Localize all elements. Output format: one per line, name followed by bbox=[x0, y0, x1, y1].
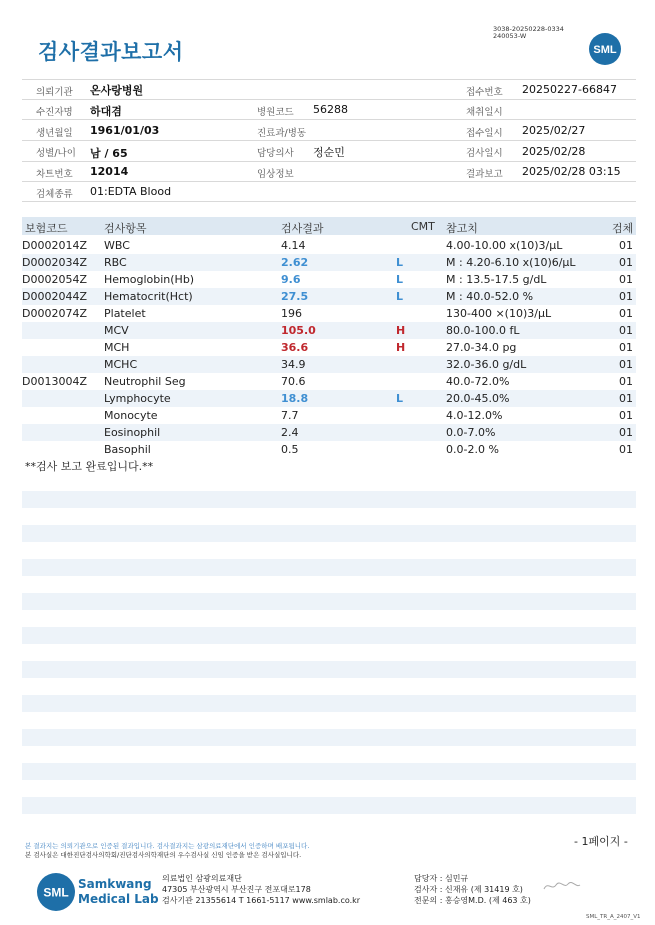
col-header-code: 보험코드 bbox=[25, 222, 68, 235]
receipt-no-label: 접수번호 bbox=[466, 87, 503, 98]
chart-no-label: 차트번호 bbox=[36, 169, 73, 180]
table-row bbox=[22, 424, 636, 441]
cell-result: 36.6 bbox=[281, 341, 309, 354]
report-title: 검사결과보고서 bbox=[38, 40, 184, 64]
col-header-specimen: 검체 bbox=[612, 222, 634, 235]
divider bbox=[22, 79, 636, 80]
divider bbox=[22, 201, 636, 202]
cell-item: Neutrophil Seg bbox=[104, 375, 186, 388]
cell-specimen: 01 bbox=[619, 273, 633, 286]
doctor-value: 정순민 bbox=[313, 146, 345, 159]
test-date-label: 검사일시 bbox=[466, 148, 503, 159]
cell-result: 105.0 bbox=[281, 324, 316, 337]
cell-code: D0002014Z bbox=[22, 239, 87, 252]
cell-ref: 27.0-34.0 pg bbox=[446, 341, 517, 354]
disclaimer-line-2: 본 검사실은 대한진단검사의학회/진단검사의학재단의 우수검사실 신임 인증을 받은 검사실입니다. bbox=[25, 851, 302, 859]
staff-manager: 담당자 : 심민규 bbox=[414, 874, 469, 883]
samkwang-logo-icon bbox=[36, 872, 76, 912]
cell-result: 34.9 bbox=[281, 358, 306, 371]
receipt-no-value: 20250227-66847 bbox=[522, 83, 617, 96]
hospital-code-label: 병원코드 bbox=[257, 107, 294, 118]
cell-specimen: 01 bbox=[619, 290, 633, 303]
cell-result: 7.7 bbox=[281, 409, 299, 422]
cell-code: D0002074Z bbox=[22, 307, 87, 320]
receipt-date-value: 2025/02/27 bbox=[522, 124, 586, 137]
cell-ref: 0.0-2.0 % bbox=[446, 443, 499, 456]
report-date-label: 결과보고 bbox=[466, 169, 503, 180]
empty-band bbox=[22, 695, 636, 712]
cell-specimen: 01 bbox=[619, 324, 633, 337]
cell-cmt: L bbox=[396, 256, 404, 269]
document-id bbox=[493, 26, 564, 40]
col-header-result: 검사결과 bbox=[281, 222, 324, 235]
cell-result: 27.5 bbox=[281, 290, 309, 303]
cell-specimen: 01 bbox=[619, 256, 633, 269]
brand-name-line2: Medical Lab bbox=[78, 892, 159, 906]
cell-cmt: H bbox=[396, 341, 406, 354]
empty-band bbox=[22, 627, 636, 644]
table-row bbox=[22, 441, 636, 458]
cell-code: D0013004Z bbox=[22, 375, 87, 388]
cell-ref: 32.0-36.0 g/dL bbox=[446, 358, 527, 371]
table-row bbox=[22, 339, 636, 356]
hospital-code-value: 56288 bbox=[313, 103, 348, 116]
cell-specimen: 01 bbox=[619, 409, 633, 422]
table-row bbox=[22, 373, 636, 390]
cell-item: Hematocrit(Hct) bbox=[104, 290, 193, 303]
cell-cmt: L bbox=[396, 290, 404, 303]
empty-band bbox=[22, 729, 636, 746]
cell-ref: M : 4.20-6.10 x(10)6/μL bbox=[446, 256, 576, 269]
institution-label: 의뢰기관 bbox=[36, 87, 73, 98]
table-row bbox=[22, 356, 636, 373]
cell-item: Eosinophil bbox=[104, 426, 161, 439]
cell-result: 2.4 bbox=[281, 426, 299, 439]
birth-label: 생년월일 bbox=[36, 128, 73, 139]
cell-result: 0.5 bbox=[281, 443, 299, 456]
divider bbox=[22, 161, 636, 162]
cell-code: D0002034Z bbox=[22, 256, 87, 269]
cell-cmt: L bbox=[396, 392, 404, 405]
receipt-date-label: 접수일시 bbox=[466, 128, 503, 139]
col-header-cmt: CMT bbox=[411, 220, 435, 233]
cell-specimen: 01 bbox=[619, 443, 633, 456]
table-row bbox=[22, 254, 636, 271]
footer-logo-text: SML bbox=[43, 885, 69, 900]
document-id-line2: 240053-W bbox=[493, 32, 527, 40]
org-address: 47305 부산광역시 부산진구 전포대로178 bbox=[162, 885, 311, 894]
clinical-info-label: 임상정보 bbox=[257, 169, 294, 180]
org-name: 의료법인 삼광의료재단 bbox=[162, 874, 242, 883]
signature-icon bbox=[542, 879, 582, 893]
cell-specimen: 01 bbox=[619, 375, 633, 388]
empty-band bbox=[22, 491, 636, 508]
cell-specimen: 01 bbox=[619, 358, 633, 371]
chart-no-value: 12014 bbox=[90, 165, 129, 178]
cell-item: Basophil bbox=[104, 443, 151, 456]
cell-result: 70.6 bbox=[281, 375, 306, 388]
col-header-item: 검사항목 bbox=[104, 222, 147, 235]
table-row bbox=[22, 288, 636, 305]
table-row bbox=[22, 237, 636, 254]
cell-ref: 4.0-12.0% bbox=[446, 409, 503, 422]
brand-name-line1: Samkwang bbox=[78, 877, 152, 891]
empty-band bbox=[22, 525, 636, 542]
institution-value: 온사랑병원 bbox=[90, 84, 144, 97]
cell-result: 18.8 bbox=[281, 392, 309, 405]
empty-band bbox=[22, 797, 636, 814]
empty-band bbox=[22, 763, 636, 780]
cell-item: MCH bbox=[104, 341, 130, 354]
cell-code: D0002054Z bbox=[22, 273, 87, 286]
cell-ref: 80.0-100.0 fL bbox=[446, 324, 520, 337]
table-row bbox=[22, 322, 636, 339]
cell-ref: 0.0-7.0% bbox=[446, 426, 496, 439]
document-id-line1: 3038-20250228-0334 bbox=[493, 25, 564, 33]
sml-logo-text: SML bbox=[593, 44, 617, 56]
cell-result: 9.6 bbox=[281, 273, 301, 286]
empty-band bbox=[22, 559, 636, 576]
cell-ref: M : 40.0-52.0 % bbox=[446, 290, 534, 303]
divider bbox=[22, 140, 636, 141]
cell-cmt: H bbox=[396, 324, 406, 337]
cell-specimen: 01 bbox=[619, 239, 633, 252]
cell-ref: 20.0-45.0% bbox=[446, 392, 510, 405]
test-date-value: 2025/02/28 bbox=[522, 145, 586, 158]
specimen-type-value: 01:EDTA Blood bbox=[90, 185, 172, 198]
table-row bbox=[22, 390, 636, 407]
cell-item: Monocyte bbox=[104, 409, 158, 422]
birth-value: 1961/01/03 bbox=[90, 124, 160, 137]
cell-code: D0002044Z bbox=[22, 290, 87, 303]
cell-specimen: 01 bbox=[619, 426, 633, 439]
empty-band bbox=[22, 593, 636, 610]
cell-item: RBC bbox=[104, 256, 127, 269]
cell-item: Hemoglobin(Hb) bbox=[104, 273, 195, 286]
table-row bbox=[22, 407, 636, 424]
cell-item: WBC bbox=[104, 239, 130, 252]
cell-result: 196 bbox=[281, 307, 302, 320]
cell-result: 2.62 bbox=[281, 256, 309, 269]
cell-ref: 130-400 ×(10)3/μL bbox=[446, 307, 552, 320]
report-date-value: 2025/02/28 03:15 bbox=[522, 165, 621, 178]
sex-age-value: 남 / 65 bbox=[90, 147, 128, 160]
completion-note: **검사 보고 완료입니다.** bbox=[25, 460, 154, 473]
cell-specimen: 01 bbox=[619, 341, 633, 354]
cell-cmt: L bbox=[396, 273, 404, 286]
divider bbox=[22, 119, 636, 120]
table-row bbox=[22, 305, 636, 322]
patient-name-label: 수진자명 bbox=[36, 107, 73, 118]
staff-specialist: 전문의 : 홍승영M.D. (제 463 호) bbox=[414, 896, 531, 905]
cell-result: 4.14 bbox=[281, 239, 306, 252]
collection-date-label: 채취일시 bbox=[466, 107, 503, 118]
cell-ref: M : 13.5-17.5 g/dL bbox=[446, 273, 547, 286]
dept-label: 진료과/병동 bbox=[257, 128, 307, 139]
cell-specimen: 01 bbox=[619, 307, 633, 320]
form-code: SML_TR_A_2407_V1 bbox=[586, 914, 641, 920]
page-number: - 1페이지 - bbox=[574, 835, 628, 848]
specimen-type-label: 검체종류 bbox=[36, 189, 73, 200]
disclaimer-line-1: 본 결과지는 의뢰기관으로 인증된 결과입니다. 검사결과지는 삼광의료재단에서 인증하며 배포됩니다. bbox=[25, 842, 310, 850]
patient-name-value: 하대겸 bbox=[90, 105, 122, 118]
col-header-ref: 참고치 bbox=[446, 222, 478, 235]
cell-ref: 4.00-10.00 x(10)3/μL bbox=[446, 239, 563, 252]
cell-item: MCV bbox=[104, 324, 129, 337]
cell-item: Platelet bbox=[104, 307, 146, 320]
cell-ref: 40.0-72.0% bbox=[446, 375, 510, 388]
sml-logo-icon bbox=[588, 32, 622, 66]
cell-specimen: 01 bbox=[619, 392, 633, 405]
doctor-label: 담당의사 bbox=[257, 148, 294, 159]
cell-item: MCHC bbox=[104, 358, 138, 371]
staff-tester: 검사자 : 신재유 (제 31419 호) bbox=[414, 885, 523, 894]
sex-age-label: 성별/나이 bbox=[36, 148, 76, 159]
empty-band bbox=[22, 661, 636, 678]
cell-item: Lymphocyte bbox=[104, 392, 171, 405]
divider bbox=[22, 181, 636, 182]
org-contact: 검사기관 21355614 T 1661-5117 www.smlab.co.kr bbox=[162, 896, 361, 905]
table-row bbox=[22, 271, 636, 288]
divider bbox=[22, 99, 636, 100]
